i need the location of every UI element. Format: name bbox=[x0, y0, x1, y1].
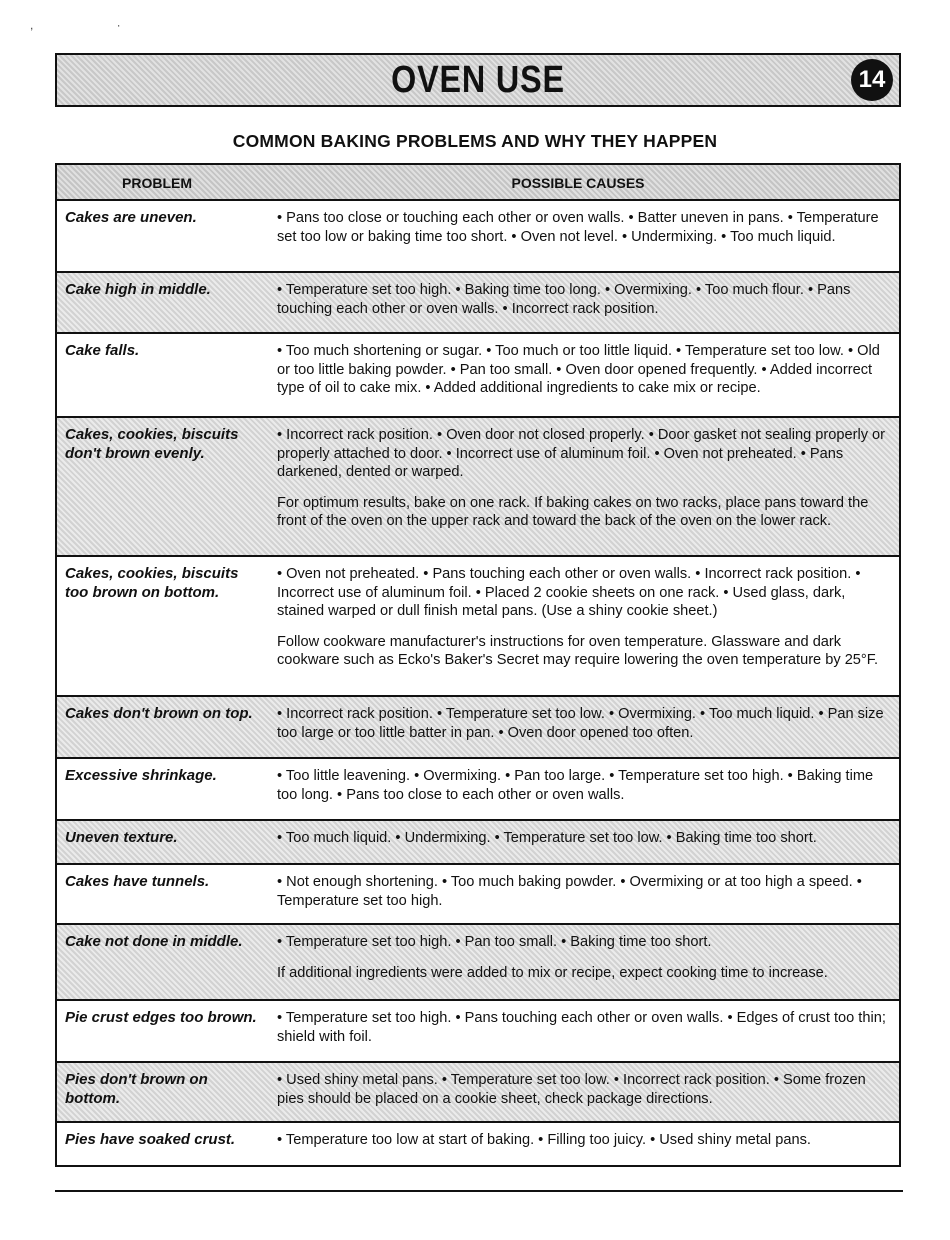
problem-cell: Pies have soaked crust. bbox=[65, 1131, 236, 1148]
cause-paragraph: • Too much shortening or sugar. • Too much or too little liquid. • Temperature set too low. • Old or too little baking powder. • Pan too small. • Oven door opened frequently. • Added incorrect type of oil to cake mix. • Added additional ingredients to cake mix or recipe. bbox=[277, 343, 880, 396]
causes-cell bbox=[267, 201, 899, 271]
scan-marks: , · bbox=[30, 18, 161, 32]
cause-paragraph: • Used shiny metal pans. • Temperature set too low. • Incorrect rack position. • Some frozen pies should be placed on a cookie sheet, check package directions. bbox=[277, 1072, 866, 1107]
causes-cell bbox=[267, 557, 899, 695]
table-row bbox=[57, 697, 899, 759]
cause-paragraph: • Temperature set too high. • Baking time too long. • Overmixing. • Too much flour. • Pans touching each other or oven walls. • Incorrect rack position. bbox=[277, 282, 851, 317]
problem-cell: Pie crust edges too brown. bbox=[65, 1009, 257, 1026]
causes-cell bbox=[267, 273, 899, 332]
causes-cell bbox=[267, 925, 899, 999]
cause-paragraph: • Temperature set too high. • Pans touching each other or oven walls. • Edges of crust too thin; shield with foil. bbox=[277, 1010, 886, 1045]
cause-paragraph: • Incorrect rack position. • Oven door not closed properly. • Door gasket not sealing properly or properly attached to door. • Incorrect use of aluminum foil. • Oven not preheated. • Pans darkened, dented or warped. bbox=[277, 427, 886, 480]
table-row bbox=[57, 925, 899, 1001]
cause-paragraph: For optimum results, bake on one rack. If baking cakes on two racks, place pans toward the front of the oven on the upper rack and toward the back of the oven on the lower rack. bbox=[277, 494, 869, 529]
causes-cell bbox=[267, 865, 899, 923]
causes-cell bbox=[267, 1063, 899, 1121]
causes-cell bbox=[267, 334, 899, 416]
problem-cell: Excessive shrinkage. bbox=[65, 767, 217, 784]
table-row bbox=[57, 418, 899, 557]
cause-paragraph: • Pans too close or touching each other or oven walls. • Batter uneven in pans. • Temperature set too low or baking time too short. • Oven not level. • Undermixing. • Too much liquid. bbox=[277, 210, 879, 245]
problem-cell: Cake falls. bbox=[65, 342, 140, 359]
cause-paragraph: • Temperature set too high. • Pan too small. • Baking time too short. bbox=[277, 934, 712, 950]
column-header-problem: PROBLEM bbox=[122, 175, 192, 191]
table-row bbox=[57, 865, 899, 925]
table-row bbox=[57, 334, 899, 418]
page-header bbox=[55, 53, 901, 107]
cause-paragraph: • Temperature too low at start of baking. • Filling too juicy. • Used shiny metal pans. bbox=[277, 1132, 811, 1148]
table-row bbox=[57, 557, 899, 697]
table-row bbox=[57, 1063, 899, 1123]
causes-cell bbox=[267, 821, 899, 863]
problem-cell: Cake not done in middle. bbox=[65, 933, 243, 950]
page-number-badge: 14 bbox=[851, 59, 893, 101]
causes-cell bbox=[267, 1123, 899, 1165]
cause-paragraph: • Too much liquid. • Undermixing. • Temperature set too low. • Baking time too short. bbox=[277, 830, 817, 846]
problem-cell: Cake high in middle. bbox=[65, 281, 211, 298]
problem-cell: Cakes, cookies, biscuits don't brown evenly. bbox=[65, 426, 239, 462]
causes-cell bbox=[267, 1001, 899, 1061]
cause-paragraph: • Not enough shortening. • Too much baking powder. • Overmixing or at too high a speed. • Temperature set too high. bbox=[277, 874, 862, 909]
problem-cell: Cakes are uneven. bbox=[65, 209, 197, 226]
cause-paragraph: If additional ingredients were added to mix or recipe, expect cooking time to increase. bbox=[277, 964, 828, 981]
causes-cell bbox=[267, 418, 899, 555]
section-title: COMMON BAKING PROBLEMS AND WHY THEY HAPPEN bbox=[232, 131, 718, 151]
baking-problems-table bbox=[55, 163, 901, 1167]
page-title: OVEN USE bbox=[391, 59, 565, 101]
problem-cell: Cakes have tunnels. bbox=[65, 873, 210, 890]
cause-paragraph: • Too little leavening. • Overmixing. • Pan too large. • Temperature set too high. • Baking time too long. • Pans too close to each other or oven walls. bbox=[277, 768, 874, 803]
table-row bbox=[57, 1123, 899, 1165]
cause-paragraph: • Incorrect rack position. • Temperature set too low. • Overmixing. • Too much liquid. • Pan size too large or too little batter in pan. • Oven door opened too often. bbox=[277, 706, 884, 741]
footer-rule bbox=[55, 1190, 903, 1192]
table-row bbox=[57, 759, 899, 821]
column-header-causes: POSSIBLE CAUSES bbox=[511, 175, 645, 191]
cause-paragraph: • Oven not preheated. • Pans touching each other or oven walls. • Incorrect rack position. • Incorrect use of aluminum foil. • Placed 2 cookie sheets on one rack. • Used glass, dark, stained warped or dull finish metal pans. (Use a shiny cookie sheet.) bbox=[277, 566, 861, 619]
table-row bbox=[57, 821, 899, 865]
problem-cell: Uneven texture. bbox=[65, 829, 178, 846]
table-row bbox=[57, 201, 899, 273]
problem-cell: Cakes, cookies, biscuits too brown on bottom. bbox=[65, 565, 239, 601]
problem-cell: Pies don't brown on bottom. bbox=[65, 1071, 208, 1107]
cause-paragraph: Follow cookware manufacturer's instructions for oven temperature. Glassware and dark cookware such as Ecko's Baker's Secret may require lowering the oven temperature by 25°F. bbox=[277, 633, 879, 668]
table-row bbox=[57, 1001, 899, 1063]
table-body bbox=[57, 201, 899, 1165]
causes-cell bbox=[267, 697, 899, 757]
causes-cell bbox=[267, 759, 899, 819]
problem-cell: Cakes don't brown on top. bbox=[65, 705, 253, 722]
table-header bbox=[57, 165, 899, 201]
table-row bbox=[57, 273, 899, 334]
